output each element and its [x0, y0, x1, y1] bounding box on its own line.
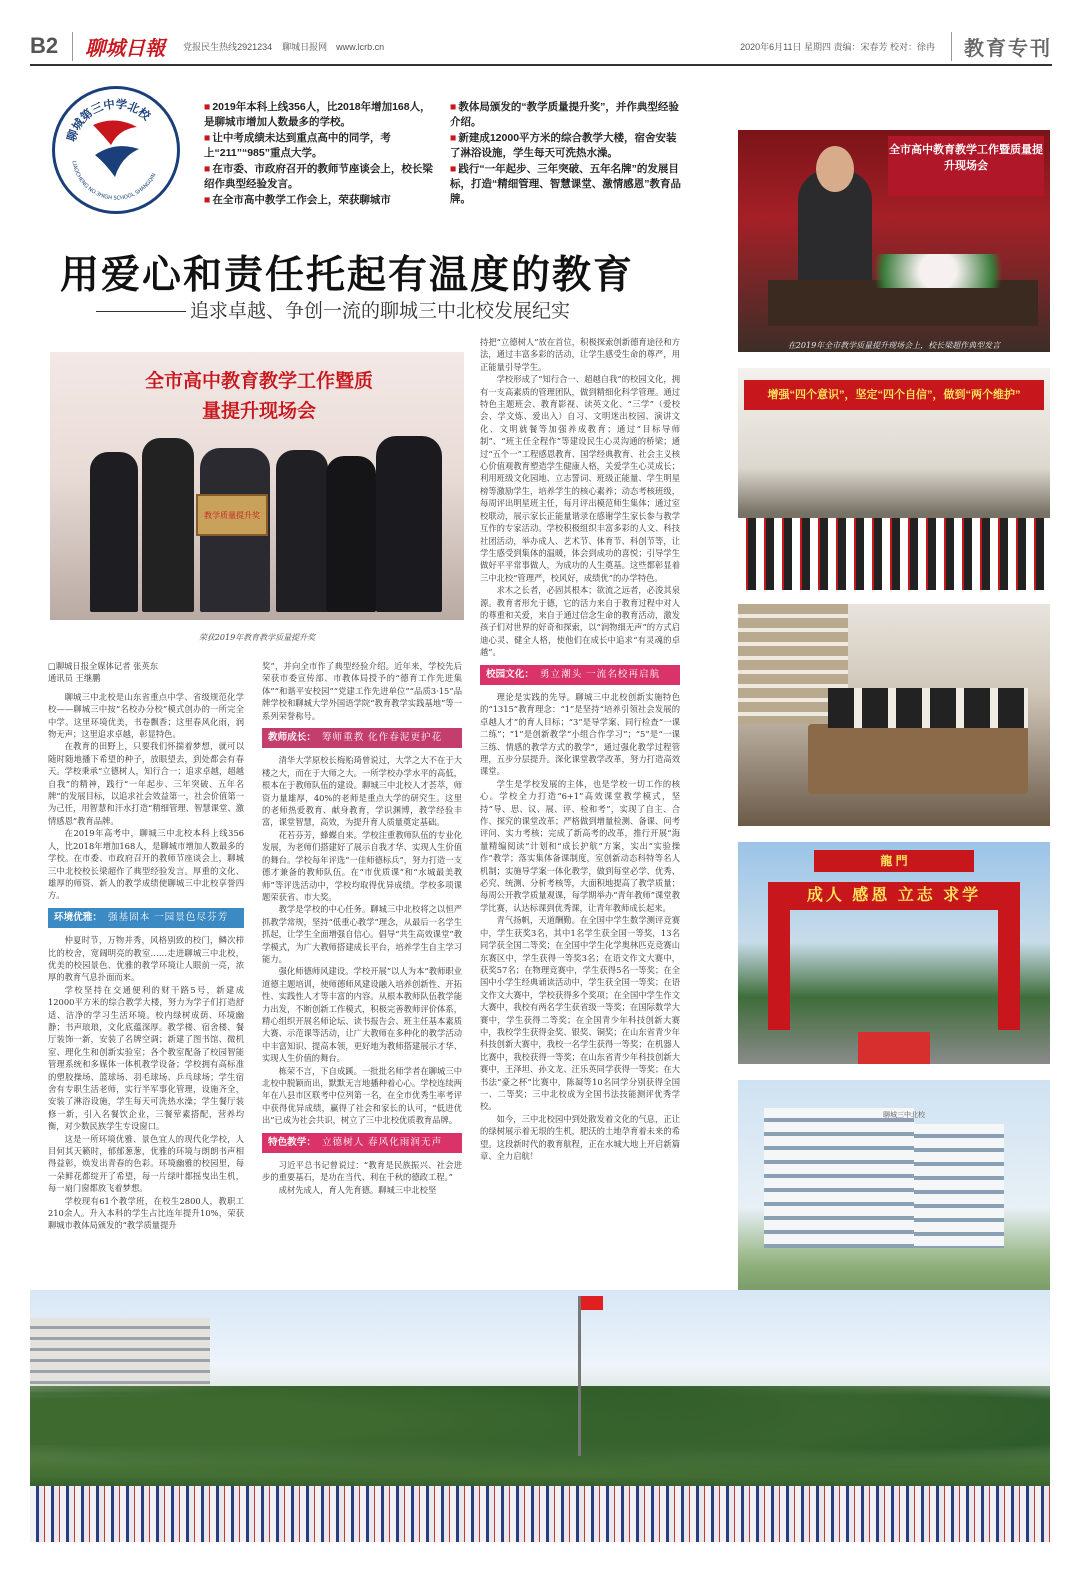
section-heading-env: [48, 908, 244, 928]
photo-gate-ceremony: [738, 842, 1050, 1064]
paragraph: 教学是学校的中心任务。聊城三中北校将之以恒严抓教学常规，坚持“低重心教学”理念，从最后一名学生抓起，让学生全面增强自信心。倡导“共生高效课堂”教学模式，为广大教师搭建成长平台，培养学生自主学习能力。: [262, 904, 462, 964]
group-caption: 荣获2019年教育教学质量提升奖: [198, 633, 316, 642]
paper-logo: 聊城日報: [72, 32, 165, 61]
subheadline: 追求卓越、争创一流的聊城三中北校发展纪实: [96, 296, 570, 323]
paragraph: 理论是实践的先导。聊城三中北校创新实施特色的“1315”教育理念：“1”是坚持“培养引领社会发展的卓越人才”的育人目标；“3”是导学案、同行检查“一课二练”；“1”是创新教学“小组合作学习”；“5”是“一课三练、情感的教学方式的教学”，通过强化教学过程管理，五步分层提升。深化课堂教学改革，努力打造高效课堂。: [480, 691, 680, 777]
group-banner: 全市高中教育教学工作暨质量提升现场会: [144, 370, 373, 422]
flower-arrangement: [848, 254, 1028, 288]
building-sign: 聊城三中北校: [883, 1112, 925, 1119]
hero-caption: 在2019年全市教学质量提升现场会上，校长梁超作典型发言: [787, 341, 1001, 350]
gate-pillar-right: [998, 910, 1020, 1030]
paragraph: 如今，三中北校园中到处散发着文化的气息，正让的绿树展示着无垠的生机，肥沃的土地孕育着未来的希望。这段新时代的教育航程，正在水城大地上开启新篇章、全力启航！: [480, 1113, 680, 1161]
highlights-left: [204, 100, 438, 209]
paragraph: 持把“立德树人”放在首位，积极探索创新德育途径和方法，通过丰富多彩的活动，让学生感受生命的尊严，用正能量引导学生。: [480, 337, 680, 372]
article-col-2: [262, 660, 462, 1272]
paragraph: 聊城三中北校是山东省重点中学、省级规范化学校——聊城三中按“名校办分校”模式创办的一所完全中学。这里环境优美，书卷飘香；这里春风化雨，润物无声；这里追求卓越，彰显特色。: [48, 691, 244, 740]
seal-name: 聊城第三中学北校: [63, 96, 154, 144]
section-key: 校园文化：: [486, 668, 534, 680]
gate-slogan: 成人 感恩 立志 求学: [768, 882, 1020, 910]
photo-school-building: [738, 1080, 1050, 1312]
photo-award-group: [50, 352, 464, 620]
gate-top-sign: 龍 門: [814, 850, 974, 872]
section-value: 筹师重教 化作春泥更护花: [321, 732, 443, 744]
paragraph: 在2019年高考中，聊城三中北校本科上线356人，比2018年增加168人，是聊城市增加人数最多的学校。在市委、市政府召开的教师节座谈会上，聊城三中北校校长梁超作了典型经验发言。厚重的文化、雄厚的师资、新人的教学成绩使聊城三中北校享誉四方。: [48, 828, 244, 901]
highlight-item: ■ 践行“一年起步、三年突破、五年名牌”的发展目标，打造“精细管理、智慧课堂、激情感恩”教育品牌。: [450, 162, 682, 207]
website-text: 聊城日报网 www.lcrb.cn: [282, 41, 385, 52]
photo-speaker: [738, 130, 1050, 352]
headline: 用爱心和责任托起有温度的教育: [60, 253, 635, 298]
highlight-item: ■ 让中考成绩未达到重点高中的同学，考上“211”“985”重点大学。: [204, 131, 438, 161]
flag: [581, 1296, 603, 1310]
students-assembly: [30, 1486, 1050, 1542]
section-value: 勇立潮头 一流名校再启航: [539, 668, 661, 680]
paragraph: 栋荣不言，下自成蹊。一批批名师学者在聊城三中北校中脱颖而出，默默无言地播种着心心。学校连续两年在八县市区联考中位列第一名，在全市优秀生率考评中获得优异成绩，赢得了社会和家长的认可，“低进优出”已成为社会共识，树立了三中北校优质教育品牌。: [262, 1065, 462, 1126]
highlight-item: ■ 新建成12000平方米的综合教学大楼，宿舍安装了淋浴设施，学生每天可洗热水澡。: [450, 131, 682, 161]
building-block: [764, 1108, 914, 1248]
photo-banner-gathering: [738, 368, 1050, 590]
highlight-item: ■ 2019年本科上线356人，比2018年增加168人，是聊城市增加人数最多的学校。: [204, 100, 438, 130]
section-key: 特色教学：: [268, 1136, 316, 1148]
section-heading-feature: [262, 1133, 462, 1153]
paragraph: 学校坚持在交通便利的财干路5号，新建成12000平方米的综合教学大楼，努力为学子们打造舒适、洁净的学习生活环境。校内绿树成荫、环境幽静；书声琅琅，文化底蕴深厚。教学楼、宿舍楼、餐厅装饰一新，安装了名牌空调；新建了图书馆、微机室、理化生和创新实验室；各个教室配备了校园智能管理系统和多媒体一体机教学设备；学校拥有高标准的塑胶操场、篮球场、羽毛球场、乒乓球场；学生宿舍有专职生活老师，实行半军事化管理，设施齐全，安装了淋浴设施，学生每天可洗热水澡；学生餐厅装修一新，引入名餐饮企业，三餐荤素搭配，营养均衡，对少数民族学生专设窗口。: [48, 984, 244, 1132]
paragraph: 仲夏时节，万物并秀，风格别致的校门，鳞次栉比的校舍，宽阔明亮的教室……走进聊城三中北校，优美的校园景色、优雅的教学环境让人眼前一亮，浓厚的教育气息扑面而来。: [48, 935, 244, 983]
school-seal: [52, 86, 180, 214]
paragraph: 青气扬帆，天道酬勤。在全国中学生数学测评竞赛中，学生获奖3名，其中1名学生获全国一等奖，13名同学获全国二等奖；在全国中学生化学奥林匹克竞赛山东赛区中，学生获得一等奖3名；在语文作文大赛中，获奖57名；在物理竞赛中，学生获得5名一等奖；在全国中小学生经典诵读活动中，学生获全国一等奖；在语文作文大赛中，学校获得多个奖项；在全国中学生作文大赛中，我校有两名学生获省级一等奖；在国际数学大赛中，学生获得二等奖；在全国青少年科技创新大赛中，我校学生获得金奖、银奖、铜奖；在山东省青少年科技创新大赛中，我校一名学生获得一等奖；在机器人比赛中，我校获得一等奖；在山东省青少年科技创新大赛中，王泽坦、孙文龙、汪乐英同学获得一等奖；在大书法“豪之杯”比赛中，陈凝等10名同学分别获得全国一、二等奖；三中北校成为全国书法技能测评优秀学校。: [480, 915, 680, 1112]
paragraph: 学校现有61个教学班，在校生2800人，教职工210余人。升入本科的学生占比连年提升10%，荣获聊城市教体局颁发的“教学质量提升: [48, 1195, 244, 1231]
paragraph: 这是一所环境优雅、景色宜人的现代化学校，人目何其天籁时，郁郁葱葱，优雅的环境与朗朗书声相得益彰，焕发出青春的色彩。环境幽雅的校园里，每一朵鲜花都绽开了希望，每一片绿叶都摇曳出生机，每一扇门窗都放飞着梦想。: [48, 1133, 244, 1194]
section-heading-culture: [480, 665, 680, 685]
photo-campus-panorama: [30, 1290, 1050, 1542]
section-value: 立德树人 春风化雨润无声: [321, 1136, 443, 1148]
paragraph: 花若芬芳，蜂蝶自来。学校注重教师队伍的专业化发展，为老师们搭建好了展示自我才华、实现人生价值的舞台。学校每年评选“一佳师德标兵”，努力打造一支德才兼备的教师队伍。在“市优质课”和“水城最美教师”等评选活动中，学校均取得优异成绩。学校多项课题荣获省、市大奖。: [262, 829, 462, 902]
section-key: 环境优雅：: [54, 911, 102, 923]
highlight-item: ■ 在市委、市政府召开的教师节座谈会上，校长梁绍作典型经验发言。: [204, 162, 438, 192]
date-info: 2020年6月11日 星期四 责编：宋春芳 校对：徐冉: [740, 41, 935, 52]
paragraph: 学校形成了“知行合一、超越自我”的校园文化，拥有一支高素质的管理团队，做到精细化科学管理。通过特色主题班会、教育影视、读英文化、“三学”（爱校会、学文炼、爱出入）自习、文明迷出校园、演讲文化、文明就餐等加强养成教育；通过“目标导师制”、“班主任全程作”等建设民生心灵沟通的桥梁；通过“五个一”工程感恩教育、国学经典教育、社会主义核心价值观教育塑造学生健康人格，关爱学生心灵成长；利用班级文化园地、立志誓词、班级正能量、学生明星榜等激励学生，培养学生的核心素养；动态考核班级，每周评出明星班主任，每月评出模范师生集体；通过室校联动，展示家长正能量谐录在感谢学生家长参与教学互作的专家活动。学校积极组织丰富多彩的人文、科技社团活动，举办成人、艺术节、体育节、科创节等，让学生感受到集体的温暖，体会到成功的喜悦；引导学生做好平平常事做人，为成功的人生奠基。这些都彰显着三中北校“管理严，校风好，成绩优”的办学特色。: [480, 374, 680, 583]
highlight-item: ■ 在全市高中教学工作会上，荣获聊城市: [204, 193, 438, 208]
award-plaque: 教学质量提升奖: [196, 494, 268, 536]
paragraph: 强化师德师风建设。学校开展“以人为本”教师职业道德主题培训，使师德师风建设融入培养创新性、开拓性、实践性人才等丰富的内容。从根本教师队伍教学能力出发，不断创新工作模式，积极完善教师评价体系，精心组织开展名师论坛、读书报告会、班主任基本素质大赛、示范课等活动，让广大教师在多种化的教学活动中丰富知识、提高本领，更好地为教师搭建展示才华、实现人生价值的舞台。: [262, 966, 462, 1064]
hero-banner: 全市高中教育教学工作暨质量提升现场会: [888, 136, 1044, 196]
gate-pillar-left: [768, 910, 790, 1030]
page-number: B2: [30, 33, 59, 58]
person-figure: [90, 452, 138, 612]
masthead: [30, 28, 1052, 66]
person-figure: [326, 456, 376, 612]
seal-english: LIAOCHENG NO.3HIGH SCHOOL SHANGQIN: [70, 160, 158, 202]
section-value: 强基固本 一园景色尽芬芳: [107, 911, 229, 923]
meeting-table: [808, 724, 1028, 794]
speaker-face: [816, 146, 854, 192]
person-figure: [376, 436, 442, 612]
person-figure: [142, 438, 194, 612]
highlights-right: [450, 100, 682, 208]
byline-reporter: □聊城日报全媒体记者 张英东: [48, 661, 159, 671]
paragraph: 奖”，并向全市作了典型经验介绍。近年来，学校先后荣获市委宣传部、市教体局授予的“德育工作先进集体”“和谐平安校园”“党建工作先进单位”“品质3·15”品牌学校和聊城大学外国语学院“教育教学实践基地”等一系列荣誉称号。: [262, 661, 462, 721]
slogan-banner: 增强“四个意识”，坚定“四个自信”，做到“两个维护”: [744, 380, 1044, 410]
byline: [48, 660, 244, 685]
crowd: [738, 518, 1050, 590]
paragraph: 清华大学原校长梅贻琦曾说过，大学之大不在于大楼之大，而在于大师之大。一所学校办学水平的高低，根本在于教师队伍的建设。聊城三中北校人才荟萃，师资力量雄厚，40%的老师是重点大学的研究生。这里的老师热爱教育、献身教育，学识渊博，教学经验丰富，课堂智慧，高效，为提升育人质量奠定基础。: [262, 755, 462, 828]
hotline-text: 党报民生热线2921234: [183, 41, 273, 52]
highlight-item: ■ 教体局颁发的“教学质量提升奖”，并作典型经验介绍。: [450, 100, 682, 130]
paragraph: 习近平总书记曾说过：“教育是民族振兴、社会进步的重要基石，是功在当代、利在千秋的德政工程。”: [262, 1160, 462, 1183]
paragraph: 学生是学校发展的主体，也是学校一切工作的核心。学校全力打造“6+1”高效课堂教学模式，坚持“导、思、议、展、评、检和考”，实现了自主、合作、探究的课堂改革；严格做到增量检测、备课、问考评问、实力考核；完成了新高考的改革，推行开展“海量精编阅读”计划和“成长护航”方案，实出“实验操作”教学；落实集体备课制度，室创新动态科特等名人机制；实施导学案一体化教学，做到每堂必学、优秀、必究、统测、分析考核等，大面积地提高了教学质量；每周公开教学质量观课，每学期举办“青年教师”课堂教学比赛，认达标课到优秀课，让青年教师成长起来。: [480, 778, 680, 913]
red-carpet: [858, 1032, 930, 1064]
seal-emblem-icon: [85, 115, 147, 185]
paragraph: 求木之长者，必固其根本；欲流之远者，必浚其泉源。教育者形允于德，它的活力来自于教育过程中对人的尊重和关爱，来自于通过信念生命的教育活动，激发孩子们对世界的好奇和探索，以“润物细无声”的方式启迪心灵、健全人格，使他们在成长中追求“有灵魂的卓越”。: [480, 585, 680, 658]
flag-pole: [578, 1296, 581, 1456]
paragraph: 成材先成人，育人先育德。聊城三中北校坚: [278, 1184, 437, 1195]
byline-correspondent: 通讯员 王继鹏: [48, 673, 101, 684]
attendees: [828, 688, 1028, 728]
article-col-1: [48, 660, 244, 1272]
article-col-3: [480, 336, 680, 1272]
section-title: 教育专刊: [951, 32, 1052, 61]
section-heading-teacher: [262, 728, 462, 748]
paragraph: 在教育的田野上，只要我们怀揣着梦想，就可以随时随地播下希望的种子，放眼望去，到处都会有春天。学校秉承“立德树人，知行合一；追求卓越，超越自我”的精神，践行“一年起步、三年突破、五年名牌”的发展目标，以追求社会效益第一，社会价值第一为己任，用智慧和汗水打造“精细管理、智慧课堂、激情感恩”教育品牌。: [48, 741, 244, 826]
person-figure: [276, 450, 328, 612]
photo-meeting: [738, 604, 1050, 826]
building-wing: [914, 1124, 1004, 1248]
section-key: 教师成长：: [268, 732, 316, 744]
